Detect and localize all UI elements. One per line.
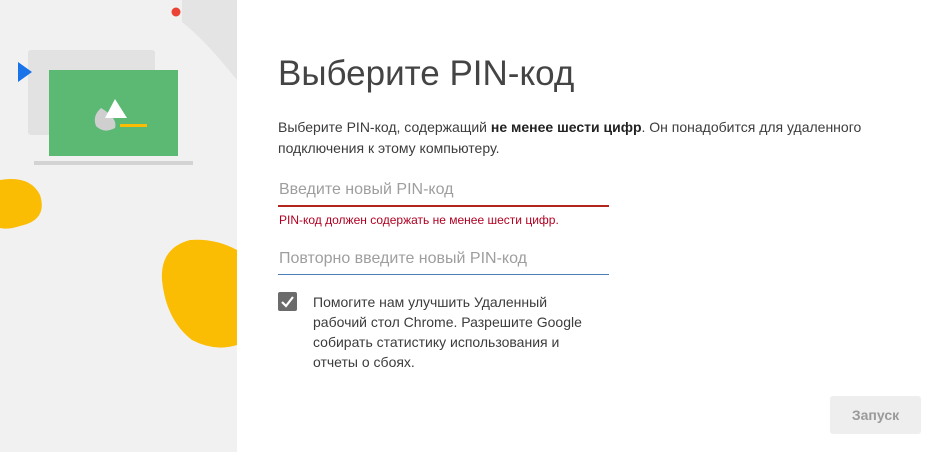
illustration [0, 0, 237, 452]
description-text-end: . Он понадобится для удаленного подключения к этому компьютеру. [278, 119, 862, 156]
pin-confirm-input[interactable] [278, 250, 609, 274]
start-button[interactable]: Запуск [830, 396, 921, 434]
description-text: Выберите PIN-код, содержащий [278, 119, 491, 135]
pin-error-message: PIN-код должен содержать не менее шести цифр. [279, 213, 559, 227]
red-dot-icon [172, 8, 181, 17]
pin-field [278, 181, 609, 207]
laptop-icon [34, 70, 193, 165]
illustration-panel [0, 0, 237, 452]
stats-checkbox[interactable] [278, 292, 297, 311]
pin-confirm-field [278, 250, 609, 275]
pin-input[interactable] [278, 181, 609, 205]
checkmark-icon [280, 294, 295, 309]
description-emphasis: не менее шести цифр [490, 119, 642, 135]
page-title: Выберите PIN-код [278, 54, 575, 93]
description [278, 117, 878, 159]
stats-checkbox-label[interactable]: Помогите нам улучшить Удаленный рабочий стол Chrome. Разрешите Google собирать статистику использования и отчеты о сбоях. [313, 294, 582, 370]
pin-confirm-underline [278, 274, 609, 275]
pin-input-underline [278, 205, 609, 207]
main-content [278, 0, 898, 452]
